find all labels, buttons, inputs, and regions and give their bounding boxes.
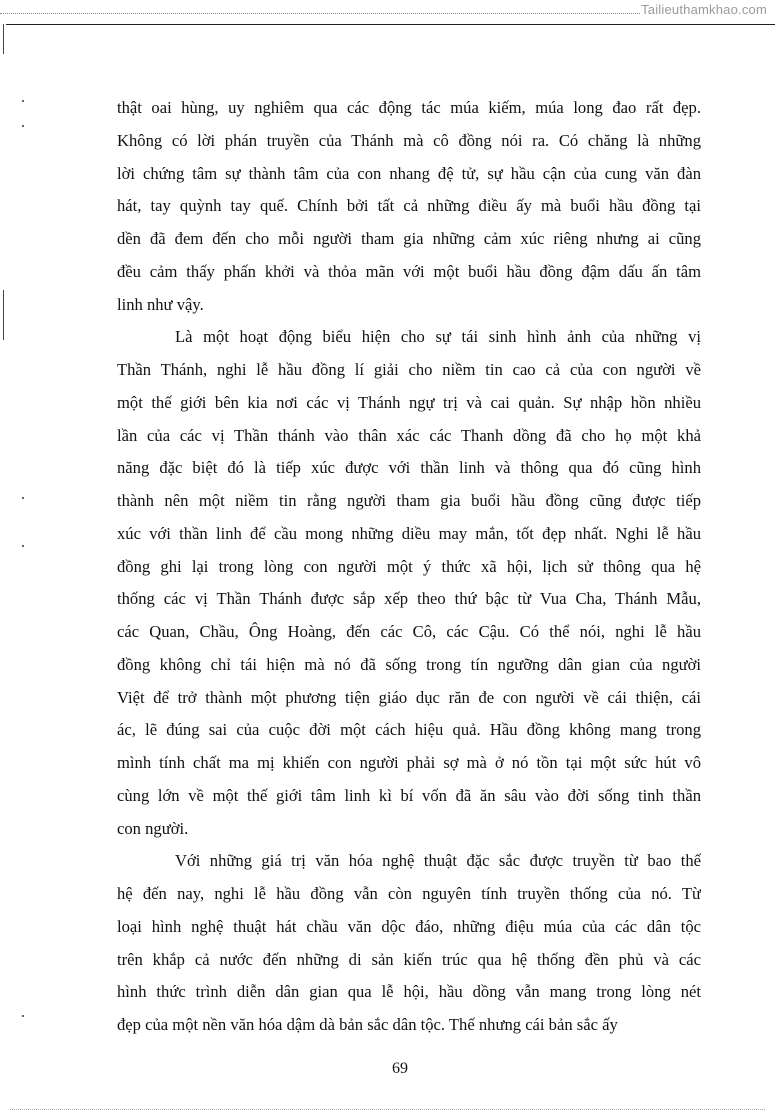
text-line: trên khắp cả nước đến những di sản kiến trúc qua hệ thống đền phủ và các (117, 949, 701, 969)
text-line: mình tính chất ma mị khiến con người phải sợ mà ở nó tồn tại một sức hút vô (117, 753, 701, 772)
scan-speck (22, 100, 24, 102)
text-line: hình thức trình diễn dân gian qua lễ hội, hầu dồng vẫn mang trong lòng nét (117, 982, 701, 1002)
watermark: Tailieuthamkhao.com (641, 2, 767, 17)
text-line: lần của các vị Thần thánh vào thân xác các Thanh dồng đã cho họ một khả (117, 425, 701, 445)
text-line: xúc với thần linh để cầu mong những diều may mắn, tốt đẹp nhất. Nghi lễ hầu (117, 523, 701, 543)
text-line: đều cảm thấy phấn khởi và thỏa mãn với một buổi hầu đồng đậm dấu ấn tâm (117, 261, 701, 281)
text-line: ác, lẽ đúng sai của cuộc đời một cách hiệu quả. Hầu đồng không mang trong (117, 720, 701, 740)
text-line: Là một hoạt động biểu hiện cho sự tái sinh hình ảnh của những vị (175, 327, 701, 347)
page-number: 69 (392, 1060, 408, 1077)
paragraph (117, 845, 701, 1042)
text-line: lời chứng tâm sự thành tâm của con nhang đệ tử, sự hầu cận của cung văn đàn (117, 163, 701, 183)
text-line: dền đã đem đến cho mỗi người tham gia những cảm xúc riêng nhưng ai cũng (117, 229, 701, 248)
footer-scan-artifact (10, 1109, 765, 1110)
text-line: năng đặc biệt đó là tiếp xúc được với thần linh và thông qua đó cũng hình (117, 458, 701, 478)
scan-speck (22, 545, 24, 547)
header-scan-artifact (0, 13, 640, 15)
text-line: loại hình nghệ thuật hát chầu văn dộc đáo, những điệu múa của các dân tộc (117, 916, 701, 936)
text-line: đẹp của một nền văn hóa dậm dà bản sắc dân tộc. Thế nhưng cái bản sắc ấy (117, 1015, 618, 1034)
text-line: Không có lời phán truyền của Thánh mà cô đồng nói ra. Có chăng là những (117, 130, 701, 150)
text-line: thành nên một niềm tin rằng người tham gia buổi hầu đồng cũng được tiếp (117, 491, 701, 510)
scan-speck (22, 497, 24, 499)
scan-speck (22, 125, 24, 127)
text-line: một thế giới bên kia nơi các vị Thánh ngự trị và cai quản. Sự nhập hồn nhiều (117, 392, 701, 412)
text-line: hát, tay quỳnh tay quế. Chính bởi tất cả những điều ấy mà buổi hầu đồng tại (117, 196, 701, 216)
scan-speck (22, 1015, 24, 1017)
text-line: thật oai hùng, uy nghiêm qua các động tác múa kiếm, múa long đao rất đẹp. (117, 98, 701, 117)
text-line: con người. (117, 818, 189, 838)
text-line: linh như vậy. (117, 294, 204, 314)
text-line: Thần Thánh, nghi lễ hầu đồng lí giải cho niềm tin cao cả của con người về (117, 360, 701, 379)
text-line: đồng ghi lại trong lòng con người một ý thức xã hội, lịch sử thông qua hệ (117, 556, 701, 576)
document-body (117, 92, 701, 1042)
paragraph (117, 321, 701, 845)
text-line: Với những giá trị văn hóa nghệ thuật đặc sắc được truyền từ bao thế (175, 851, 701, 871)
paragraph (117, 92, 701, 321)
text-line: các Quan, Chầu, Ông Hoàng, đến các Cô, các Cậu. Có thể nói, nghi lễ hầu (117, 622, 701, 641)
text-line: cùng lớn về một thế giới tâm linh kì bí vốn đã ăn sâu vào đời sống tinh thần (117, 785, 701, 805)
text-line: hệ đến nay, nghi lễ hầu đồng vẫn còn nguyên tính truyền thống của nó. Từ (117, 884, 701, 903)
text-line: đồng không chỉ tái hiện mà nó đã sống trong tín ngưỡng dân gian của người (117, 654, 701, 674)
left-margin-mark (3, 290, 4, 340)
text-line: thống các vị Thần Thánh được sắp xếp theo thứ bậc từ Vua Cha, Thánh Mẫu, (117, 589, 701, 609)
text-line: Việt để trở thành một phương tiện giáo dục răn đe con người về cái thiện, cái (117, 687, 701, 707)
left-margin-mark (3, 24, 4, 54)
header-rule (6, 24, 775, 25)
